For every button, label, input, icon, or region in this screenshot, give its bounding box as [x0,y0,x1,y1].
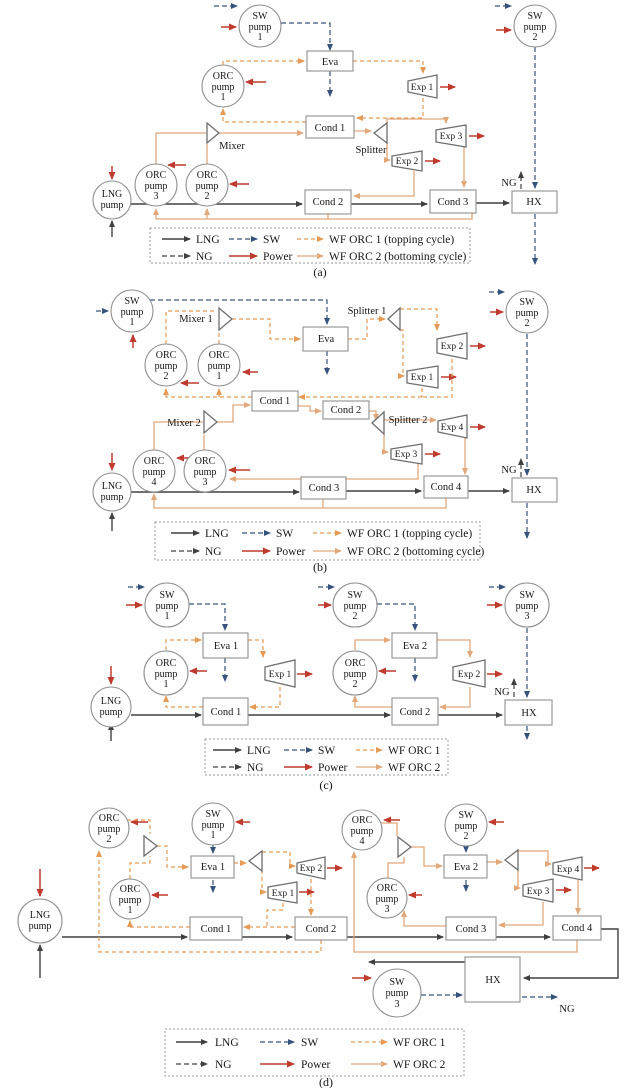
b-condenser-2-label: Cond 2 [330,405,362,416]
legend-power-label: Power [318,762,348,774]
legend-lng-label: LNG [196,234,220,246]
wf-orc1-line [262,870,266,892]
wf-orc1-line [166,640,201,650]
wf-orc2-line [355,696,392,707]
c-sw-pump-2-label: SW pump 2 [343,590,367,622]
a-orc-pump-2-label: ORC pump 2 [195,170,219,202]
a-splitter-label: Splitter [355,145,387,156]
b-expander-3-label: Exp 3 [394,450,418,460]
a-condenser-1-label: Cond 1 [314,123,346,134]
c-condenser-2-label: Cond 2 [399,707,431,718]
wf-orc1-line [232,319,300,339]
b-mixer-2 [204,411,217,433]
b-condenser-3-label: Cond 3 [308,483,340,494]
wf-orc1-line [400,309,437,330]
c-evaporator-1-label: Eva 1 [213,641,239,652]
a-caption: (a) [313,265,327,279]
legend-lng-label: LNG [247,745,271,757]
a-sw-pump-2-label: SW pump 2 [523,11,547,43]
subfigure-b [93,290,557,574]
a-mixer-label: Mixer [219,141,245,152]
d-heat-exchanger-label: HX [485,975,501,986]
b-lng-pump-label: LNG pump [100,481,124,503]
d-sw-pump-3-label: SW pump 3 [385,977,409,1010]
wf-orc2-line [518,869,520,888]
c-sw-pump-3-label: SW pump 3 [515,590,539,622]
b-orc-pump-3-label: ORC pump 3 [193,456,217,488]
wf-orc2-line [404,911,446,926]
d-mixer-2 [398,837,411,857]
a-condenser-3-label: Cond 3 [437,197,469,208]
wf-orc1-line [166,696,203,707]
legend-power-label: Power [301,1059,331,1071]
legend-orc1-label: WF ORC 1 (topping cycle) [329,234,455,246]
d-orc-pump-2-label: ORC pump 2 [97,813,121,845]
wf-orc1-line [223,109,306,122]
c-orc-pump-2-label: ORC pump 2 [343,658,367,690]
a-evaporator-label: Eva [321,57,339,68]
sw-line [189,604,225,630]
wf-orc2-line [156,133,206,164]
wf-orc1-line [223,61,304,65]
wf-orc2-line [411,847,442,866]
b-condenser-1-label: Cond 1 [259,396,291,407]
c-orc-pump-1-label: ORC pump 1 [154,658,178,690]
d-expander-4-label: Exp 4 [556,865,580,875]
d-condenser-1-label: Cond 1 [200,924,232,935]
wf-orc2-line [298,406,321,411]
sw-line [377,604,415,630]
wf-orc2-line [518,851,551,864]
sw-line [281,23,330,50]
legend-orc1-label: WF ORC 1 [388,745,441,757]
sw-line [150,300,327,324]
wf-orc2-line [369,411,376,420]
wf-orc2-line [388,857,404,878]
d-splitter-1 [249,851,262,871]
d-sw-pump-2-label: SW pump 2 [454,810,478,842]
d-sw-pump-1-label: SW pump 1 [201,809,225,841]
wf-orc1-line [130,921,190,927]
b-mixer-1-label: Mixer 1 [179,314,213,325]
legend-orc2-label: WF ORC 2 [388,762,441,774]
legend-sw-label: SW [263,234,281,246]
d-lng-pump-label: LNG pump [28,910,52,932]
wf-orc1-line [248,640,263,657]
b-orc-pump-4-label: ORC pump 4 [142,456,166,488]
legend-orc1-label: WF ORC 1 (topping cycle) [347,528,473,540]
b-splitter-2-label: Splitter 2 [388,415,428,426]
legend-power-label: Power [276,546,306,558]
wf-orc2-line [381,823,397,836]
legend-sw-label: SW [318,745,336,757]
legend-lng-label: LNG [215,1037,239,1049]
a-orc-pump-1-label: ORC pump 1 [211,71,235,103]
b-expander-4-label: Exp 4 [440,423,464,433]
a-orc-pump-3-label: ORC pump 3 [144,170,168,202]
wf-orc2-line [387,119,446,124]
d-ng-label: NG [559,1004,575,1015]
wf-orc1-line [166,389,252,397]
wf-orc2-line [154,494,446,508]
a-expander-2-label: Exp 2 [395,157,419,167]
d-condenser-4-label: Cond 4 [561,923,593,934]
b-splitter-2 [372,412,384,434]
b-sw-pump-1-label: SW pump 1 [120,296,144,328]
subfigure-c [91,583,552,792]
b-sw-pump-2-label: SW pump 2 [515,297,539,329]
wf-orc1-line [353,61,423,73]
a-splitter [374,123,387,143]
wf-orc1-line [348,319,385,339]
c-expander-2-label: Exp 2 [457,670,481,680]
b-ng-label: NG [501,465,517,476]
b-caption: (b) [313,560,327,574]
b-orc-pump-1-label: ORC pump 1 [207,350,231,382]
wf-orc1-line [400,330,404,376]
subfigure-a [93,5,557,279]
c-expander-1-label: Exp 1 [268,670,292,680]
d-orc-pump-4-label: ORC pump 4 [350,815,374,847]
b-expander-1-label: Exp 1 [410,373,434,383]
d-orc-pump-1-label: ORC pump 1 [118,884,142,916]
c-sw-pump-1-label: SW pump 1 [155,590,179,622]
wf-orc2-line [437,640,470,657]
wf-orc1-line [250,687,280,707]
legend-sw-label: SW [276,528,294,540]
legend-orc1-label: WF ORC 1 [393,1037,446,1049]
legend-ng-label: NG [205,546,222,558]
d-condenser-3-label: Cond 3 [455,924,487,935]
legend-sw-label: SW [301,1037,319,1049]
a-ng-label: NG [501,178,517,189]
a-lng-pump-label: LNG pump [100,189,124,211]
d-mixer-1 [144,836,157,856]
c-condenser-1-label: Cond 1 [210,707,242,718]
wf-orc1-line [157,846,188,867]
legend-orc2-label: WF ORC 2 (bottoming cycle) [329,251,467,263]
c-caption: (c) [319,778,333,792]
d-condenser-2-label: Cond 2 [305,924,337,935]
b-orc-pump-2-label: ORC pump 2 [154,350,178,382]
wf-orc2-line [440,687,470,707]
c-ng-label: NG [494,687,510,698]
d-expander-1-label: Exp 1 [271,889,295,899]
wf-orc2-line [384,434,388,452]
wf-orc1-line [262,852,295,866]
wf-orc2-line [387,143,390,160]
legend-orc2-label: WF ORC 2 (bottoming cycle) [347,546,485,558]
legend-ng-label: NG [215,1059,232,1071]
a-expander-1-label: Exp 1 [410,83,434,93]
wf-orc2-line [499,902,543,925]
b-splitter-1 [388,308,400,330]
b-mixer-2-label: Mixer 2 [167,418,201,429]
d-evaporator-2-label: Eva 2 [453,862,479,873]
legend-ng-label: NG [247,762,264,774]
c-heat-exchanger-label: HX [521,708,537,719]
d-evaporator-1-label: Eva 1 [200,862,226,873]
b-heat-exchanger-label: HX [526,485,542,496]
d-orc-pump-3-label: ORC pump 3 [375,883,399,915]
d-expander-3-label: Exp 3 [526,887,550,897]
b-evaporator-label: Eva [317,334,335,345]
a-sw-pump-1-label: SW pump 1 [248,11,272,43]
wf-orc1-line [357,98,423,118]
subfigure-d [18,803,618,1088]
legend-ng-label: NG [196,251,213,263]
b-expander-2-label: Exp 2 [440,342,464,352]
wf-orc2-line [355,640,390,650]
legend-power-label: Power [263,251,293,263]
a-mixer [207,123,219,143]
wf-orc1-line [267,903,283,927]
d-expander-2-label: Exp 2 [299,864,323,874]
d-caption: (d) [319,1075,333,1088]
c-evaporator-2-label: Eva 2 [402,641,428,652]
c-lng-pump-label: LNG pump [99,696,123,718]
d-splitter-2 [505,850,518,870]
a-expander-3-label: Exp 3 [439,132,463,142]
wf-orc2-line [217,405,250,422]
wf-orc2-line [354,171,414,196]
legend-lng-label: LNG [205,528,229,540]
b-mixer-1 [219,308,232,330]
b-condenser-4-label: Cond 4 [430,482,462,493]
a-condenser-2-label: Cond 2 [312,197,344,208]
a-heat-exchanger-label: HX [526,197,542,208]
legend-orc2-label: WF ORC 2 [393,1059,446,1071]
wf-orc1-line [130,856,150,879]
b-splitter-1-label: Splitter 1 [347,306,387,317]
